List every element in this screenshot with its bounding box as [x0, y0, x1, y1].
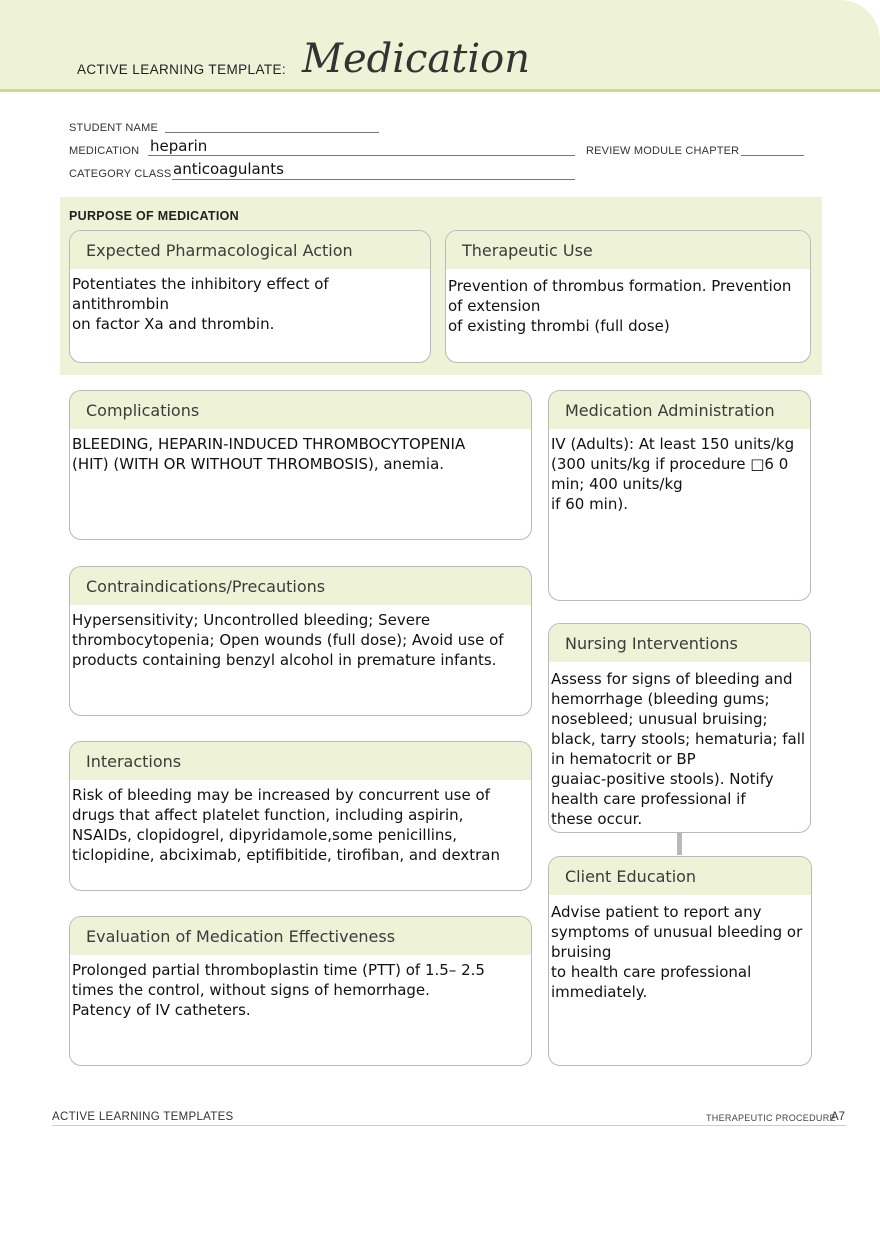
- complications-box: [69, 390, 532, 540]
- evaluation-box: [69, 916, 532, 1066]
- therapeutic-use-box: [445, 230, 811, 363]
- purpose-title: PURPOSE OF MEDICATION: [69, 209, 239, 223]
- category-class-field[interactable]: anticoagulants: [173, 160, 284, 178]
- review-module-line: [741, 155, 804, 156]
- client-education-text: Advise patient to report any symptoms of unusual bleeding or bruising to health care professional immediately.: [551, 903, 803, 1001]
- nursing-interventions-box: [548, 623, 811, 833]
- administration-heading: Medication Administration: [549, 391, 810, 429]
- footer-section: THERAPEUTIC PROCEDURE: [706, 1113, 836, 1123]
- expected-action-heading: Expected Pharmacological Action: [70, 231, 430, 269]
- medication-field[interactable]: heparin: [150, 137, 208, 155]
- student-name-label: STUDENT NAME: [69, 122, 158, 134]
- page-title: Medication: [302, 36, 530, 82]
- medication-label: MEDICATION: [69, 145, 140, 157]
- category-class-label: CATEGORY CLASS: [69, 168, 172, 180]
- category-class-line: [172, 179, 575, 180]
- interactions-text: Risk of bleeding may be increased by concurrent use of drugs that affect platelet function, including aspirin, NSAIDs, clopidogrel, dipyridamole,some penicillins, ticlopidine, abciximab, eptifibitide, tirofiban, and dextran: [72, 786, 500, 864]
- nursing-interventions-text: Assess for signs of bleeding and hemorrhage (bleeding gums; nosebleed; unusual bruising; black, tarry stools; hematuria; fall in hematocrit or BP guaiac-positive stools). Notify health care professional if these occur.: [551, 670, 806, 828]
- administration-box: [548, 390, 811, 601]
- administration-text: IV (Adults): At least 150 units/kg (300 units/kg if procedure □6 0 min; 400 units/kg if 60 min).: [551, 435, 795, 513]
- complications-text: BLEEDING, HEPARIN-INDUCED THROMBOCYTOPENIA (HIT) (WITH OR WITHOUT THROMBOSIS), anemia.: [72, 435, 466, 473]
- contraindications-text: Hypersensitivity; Uncontrolled bleeding; Severe thrombocytopenia; Open wounds (full dose); Avoid use of products containing benzyl alcohol in premature infants.: [72, 611, 504, 669]
- student-name-line: [165, 132, 379, 133]
- evaluation-heading: Evaluation of Medication Effectiveness: [70, 917, 531, 955]
- evaluation-text: Prolonged partial thromboplastin time (PTT) of 1.5– 2.5 times the control, without signs of hemorrhage. Patency of IV catheters.: [72, 961, 485, 1019]
- contraindications-heading: Contraindications/Precautions: [70, 567, 531, 605]
- page-number: A7: [831, 1111, 846, 1123]
- medication-line: [148, 155, 575, 156]
- expected-action-text: Potentiates the inhibitory effect of antithrombin on factor Xa and thrombin.: [72, 275, 329, 333]
- interactions-heading: Interactions: [70, 742, 531, 780]
- footer-title: ACTIVE LEARNING TEMPLATES: [52, 1111, 234, 1123]
- complications-heading: Complications: [70, 391, 531, 429]
- client-education-heading: Client Education: [549, 857, 811, 895]
- interactions-box: [69, 741, 532, 891]
- connector-line: [677, 833, 682, 855]
- review-module-label: REVIEW MODULE CHAPTER: [586, 145, 740, 157]
- nursing-interventions-heading: Nursing Interventions: [549, 624, 810, 662]
- therapeutic-use-text: Prevention of thrombus formation. Prevention of extension of existing thrombi (full dose): [448, 277, 792, 335]
- expected-action-box: [69, 230, 431, 363]
- contraindications-box: [69, 566, 532, 716]
- client-education-box: [548, 856, 812, 1066]
- template-label: ACTIVE LEARNING TEMPLATE:: [77, 62, 287, 77]
- footer-divider: [52, 1125, 846, 1126]
- therapeutic-use-heading: Therapeutic Use: [446, 231, 810, 269]
